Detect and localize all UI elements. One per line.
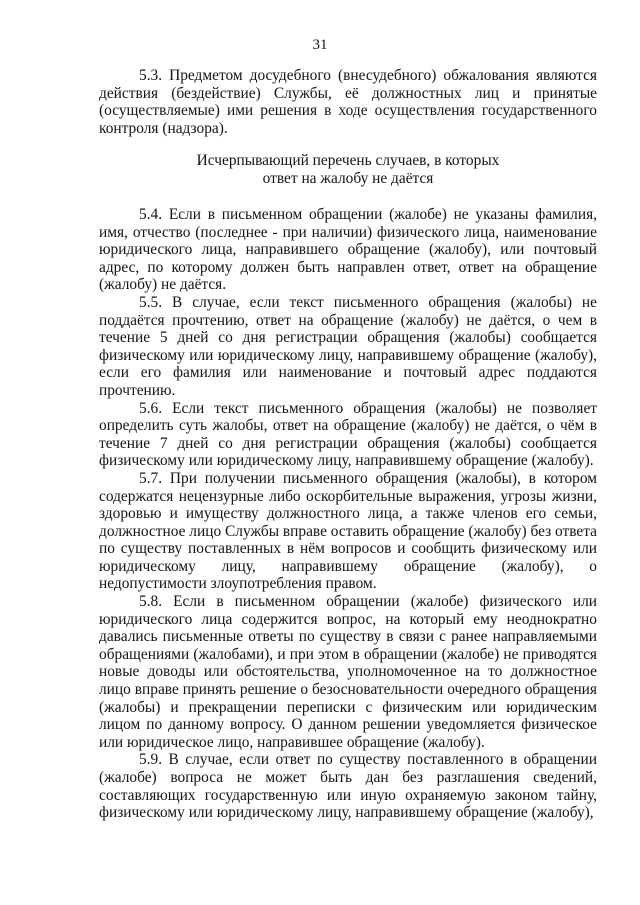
section-heading-line-2: ответ на жалобу не даётся <box>262 170 434 187</box>
paragraph-5-5: 5.5. В случае, если текст письменного обращения (жалобы) не поддаётся прочтению, ответ на обращение (жалобу) не даётся, о чем в течение 5 дней со дня регистрации обращения (жалобы) сообщается физическому или юридическому лицу, направившему обращение (жалобу), если его фамилия или наименование и почтовый адрес поддаются прочтению. <box>99 293 597 399</box>
paragraph-5-3: 5.3. Предметом досудебного (внесудебного) обжалования являются действия (бездействие) Службы, её должностных лиц и принятые (осуществляемые) ими решения в ходе осуществления государственного контроля (надзора). <box>99 67 597 137</box>
page-number: 31 <box>312 37 328 53</box>
paragraph-5-7: 5.7. При получении письменного обращения (жалобы), в котором содержатся нецензурные либо оскорбительные выражения, угрозы жизни, здоровью и имуществу должностного лица, а также членов его семьи, должностное лицо Службы вправе оставить обращение (жалобу) без ответа по существу поставленных в нём вопросов и сообщить физическому или юридическому лицу, направившему обращение (жалобу), о недопустимости злоупотребления правом. <box>99 469 597 593</box>
intro-section <box>99 67 597 137</box>
section-heading-line-1: Исчерпывающий перечень случаев, в которых <box>196 152 500 169</box>
paragraph-5-8: 5.8. Если в письменном обращении (жалобе) физического или юридического лица содержится вопрос, на который ему неоднократно давались письменные ответы по существу в связи с ранее направляемыми обращениями (жалобами), и при этом в обращении (жалобе) не приводятся новые доводы или обстоятельства, уполномоченное на то должностное лицо вправе принять решение о безосновательности очередного обращения (жалобы) и прекращении переписки с физическим или юридическим лицом по данному вопросу. О данном решении уведомляется физическое или юридическое лицо, направившее обращение (жалобу). <box>99 593 597 751</box>
paragraph-5-4: 5.4. Если в письменном обращении (жалобе) не указаны фамилия, имя, отчество (последнее - при наличии) физического лица, наименование юридического лица, направившего обращение (жалобу), или почтовый адрес, по которому должен быть направлен ответ, ответ на обращение (жалобу) не даётся. <box>99 206 597 294</box>
paragraph-5-6: 5.6. Если текст письменного обращения (жалобы) не позволяет определить суть жалобы, ответ на обращение (жалобу) не даётся, о чём в течение 7 дней со дня регистрации обращения (жалобы) сообщается физическому или юридическому лицу, направившему обращение (жалобу). <box>99 399 597 470</box>
section-heading <box>99 152 597 188</box>
main-section <box>99 206 597 822</box>
paragraph-5-9: 5.9. В случае, если ответ по существу поставленного в обращении (жалобе) вопроса не может быть дан без разглашения сведений, составляющих государственную или иную охраняемую законом тайну, физическому или юридическому лицу, направившему обращение (жалобу), <box>99 751 597 822</box>
